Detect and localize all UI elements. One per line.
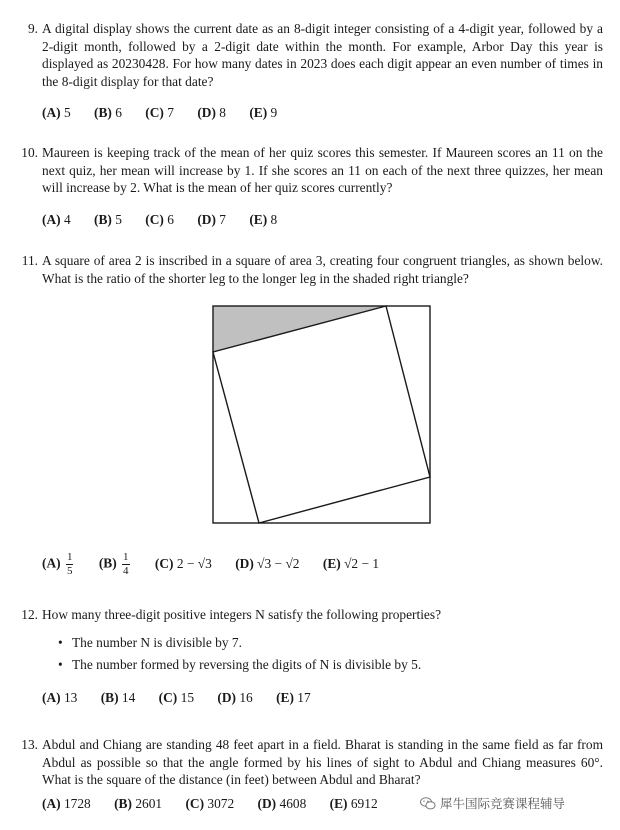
choice-e[interactable]: (E) 17 <box>276 689 311 705</box>
choice-d[interactable]: (D) 16 <box>217 689 253 705</box>
choice-a[interactable]: (A) $\frac{1}{5}$ <box>42 551 73 577</box>
choice-c[interactable]: (C) 3072 <box>185 795 235 811</box>
problem-12 <box>18 606 603 706</box>
problem-number: 12. <box>21 607 38 622</box>
property-list <box>58 634 603 678</box>
choice-c[interactable]: (C) 6 <box>145 211 174 227</box>
fraction: $\frac{1}{5}$ <box>66 551 73 577</box>
problem-10 <box>18 144 603 228</box>
choice-d[interactable]: (D) √3 − √2 <box>235 555 300 571</box>
fraction: $\frac{1}{4}$ <box>123 551 129 577</box>
choice-c[interactable]: (C) 15 <box>158 689 195 705</box>
problem-number: 10. <box>21 145 38 160</box>
watermark <box>420 795 565 813</box>
problem-text: Maureen is keeping track of the mean of her quiz scores this semester. If Maureen scores an 11 on the next quiz, her mean will increase by 1. If she scores an 11 on each of the next three quizzes, her mean will increase by 2. What is the mean of her quiz scores currently? <box>42 145 603 196</box>
problem-text: A digital display shows the current date as an 8-digit integer consisting of a 4-digit year, followed by a 2-digit month, followed by a 2-digit date within the month. For example, Arbor Day this year is displayed as 20230428. For how many dates in 2023 does each digit appear an even number of times in the 8-digit display for that date? <box>42 21 603 89</box>
choice-e[interactable]: (E) 9 <box>249 105 278 121</box>
choice-d[interactable]: (D) 4608 <box>257 795 307 811</box>
answer-choices <box>42 211 603 229</box>
problem-11-choices <box>18 552 603 577</box>
choice-e[interactable]: (E) 8 <box>249 211 278 227</box>
choice-e[interactable]: (E) √2 − 1 <box>322 555 380 571</box>
choice-b[interactable]: (B) 14 <box>100 689 136 705</box>
choice-e[interactable]: (E) 6912 <box>329 795 378 811</box>
problem-number: 9. <box>27 21 38 36</box>
choice-b[interactable]: (B) $\frac{1}{4}$ <box>98 551 129 577</box>
problem-number: 13. <box>21 737 38 752</box>
choice-d[interactable]: (D) 7 <box>197 211 226 227</box>
choice-c[interactable]: (C) 7 <box>145 105 174 121</box>
choice-a[interactable]: (A) 5 <box>42 105 71 121</box>
answer-choices <box>42 104 603 122</box>
problem-text: A square of area 2 is inscribed in a square of area 3, creating four congruent triangles, as shown below. What is the ratio of the shorter leg to the longer leg in the shaded right triangle? <box>42 253 603 286</box>
choice-b[interactable]: (B) 2601 <box>114 795 163 811</box>
answer-choices <box>42 689 603 707</box>
problem-text: Abdul and Chiang are standing 48 feet apart in a field. Bharat is standing in the same field as far from Abdul as possible so that the angle formed by his lines of sight to Abdul and Chiang measures 60°. What is the square of the distance (in feet) between Abdul and Bharat? <box>42 737 603 788</box>
list-item: • The number N is divisible by 7. <box>58 634 603 656</box>
problem-text: How many three-digit positive integers N satisfy the following properties? <box>42 607 442 622</box>
choice-c[interactable]: (C) 2 − √3 <box>154 555 212 571</box>
choice-a[interactable]: (A) 4 <box>42 211 71 227</box>
choice-b[interactable]: (B) 5 <box>94 211 122 227</box>
watermark-text: 犀牛国际竞赛课程辅导 <box>440 796 566 811</box>
answer-choices <box>42 552 603 577</box>
choice-a[interactable]: (A) 1728 <box>42 795 91 811</box>
choice-d[interactable]: (D) 8 <box>197 105 226 121</box>
square-figure <box>212 305 432 525</box>
choice-b[interactable]: (B) 6 <box>94 105 122 121</box>
problem-number: 11. <box>21 253 38 268</box>
list-item: • The number formed by reversing the digits of N is divisible by 5. <box>58 656 603 678</box>
problem-11 <box>18 252 603 287</box>
choice-a[interactable]: (A) 13 <box>42 689 78 705</box>
problem-9 <box>18 20 603 122</box>
wechat-icon <box>420 797 436 810</box>
